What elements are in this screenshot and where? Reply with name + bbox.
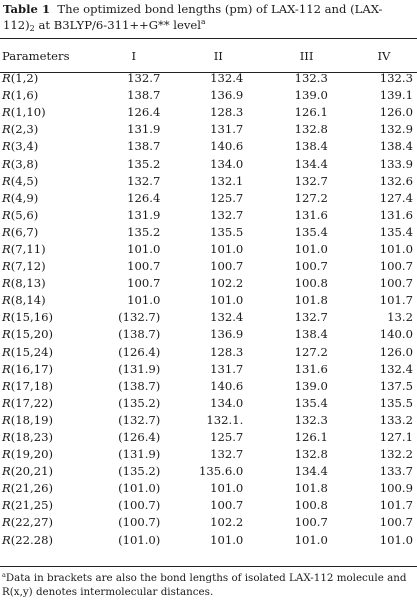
table-row	[0, 429, 417, 446]
parameter-cell	[0, 326, 93, 343]
value-cell-i: 126.4	[127, 105, 161, 120]
value-cell-ii: 100.7	[210, 498, 244, 513]
parameter-symbol: R	[2, 395, 11, 410]
parameter-index: (3,8)	[10, 156, 39, 171]
value-cell-iii: 134.4	[294, 156, 328, 171]
parameter-symbol: R	[2, 344, 11, 359]
value-cell-iv: 101.0	[379, 241, 413, 256]
value-cell-iii: 126.1	[294, 430, 328, 445]
parameter-symbol: R	[2, 259, 11, 274]
value-cell-iii: 101.0	[294, 532, 328, 547]
parameter-cell	[0, 155, 93, 172]
parameter-index: (4,5)	[10, 173, 39, 188]
parameter-symbol: R	[2, 173, 11, 188]
parameter-index: (7,12)	[10, 259, 46, 274]
table-row	[0, 155, 417, 172]
value-cell-iv: 140.0	[379, 327, 413, 342]
parameter-index: (21,25)	[10, 498, 53, 513]
parameter-symbol: R	[2, 532, 11, 547]
parameter-symbol: R	[2, 88, 11, 103]
value-cell-iii: 132.3	[294, 71, 328, 86]
table-row	[0, 326, 417, 343]
value-cell-ii: 140.6	[210, 378, 244, 393]
value-cell-iii: 101.0	[294, 241, 328, 256]
table-caption	[3, 1, 413, 33]
parameter-symbol: R	[2, 190, 11, 205]
value-cell-i: 101.0	[127, 293, 161, 308]
value-cell-i: 131.9	[127, 207, 161, 222]
value-cell-i: (101.0)	[118, 532, 161, 547]
table-row	[0, 378, 417, 395]
parameter-cell	[0, 275, 93, 292]
value-cell-iv: 133.2	[379, 412, 413, 427]
value-cell-iii: 132.8	[294, 447, 328, 462]
table-body	[0, 68, 417, 549]
value-cell-iii: 132.7	[294, 310, 328, 325]
parameter-symbol: R	[2, 139, 11, 154]
parameter-symbol: R	[2, 156, 11, 171]
parameter-index: (17,22)	[10, 395, 53, 410]
parameter-cell	[0, 138, 93, 155]
parameter-symbol: R	[2, 71, 11, 86]
value-cell-iv: 100.7	[379, 276, 413, 291]
value-cell-iii: 100.7	[294, 259, 328, 274]
parameter-index: (15,20)	[10, 327, 53, 342]
parameter-cell	[0, 497, 93, 514]
value-cell-ii: 134.0	[210, 395, 244, 410]
value-cell-i: (126.4)	[118, 344, 161, 359]
value-cell-iv: 101.7	[379, 498, 413, 513]
parameter-index: (21,26)	[10, 481, 53, 496]
parameter-index: (18,23)	[10, 430, 53, 445]
value-cell-iii: 101.8	[294, 481, 328, 496]
value-cell-ii: 132.7	[210, 447, 244, 462]
top-rule	[0, 38, 417, 39]
parameter-cell	[0, 121, 93, 138]
value-cell-ii: 101.0	[210, 532, 244, 547]
value-cell-iii: 139.0	[294, 378, 328, 393]
value-cell-iv: 133.7	[379, 464, 413, 479]
table-row	[0, 361, 417, 378]
value-cell-i: 132.7	[127, 71, 161, 86]
value-cell-iv: 132.3	[379, 71, 413, 86]
parameter-index: (1,6)	[10, 88, 39, 103]
parameter-cell	[0, 104, 93, 121]
value-cell-iv: 100.7	[379, 259, 413, 274]
value-cell-iv: 126.0	[379, 344, 413, 359]
value-cell-ii: 136.9	[210, 327, 244, 342]
parameter-symbol: R	[2, 310, 11, 325]
table-label: Table 1	[3, 2, 51, 16]
parameter-index: (1,2)	[10, 71, 39, 86]
caption-subscript: 2	[29, 24, 35, 33]
parameter-cell	[0, 344, 93, 361]
table-row	[0, 258, 417, 275]
parameter-symbol: R	[2, 464, 11, 479]
value-cell-i: (132.7)	[118, 412, 161, 427]
table-row	[0, 224, 417, 241]
parameter-cell	[0, 378, 93, 395]
value-cell-i: 132.7	[127, 173, 161, 188]
table-row	[0, 480, 417, 497]
parameter-symbol: R	[2, 122, 11, 137]
value-cell-iii: 132.8	[294, 122, 328, 137]
caption-footnote-marker: a	[201, 17, 206, 26]
parameter-index: (2,3)	[10, 122, 39, 137]
value-cell-ii: 102.2	[210, 515, 244, 530]
header-i: I	[131, 48, 137, 63]
footnote-marker: a	[2, 571, 6, 579]
value-cell-iii: 132.3	[294, 412, 328, 427]
parameter-index: (22.28)	[10, 532, 53, 547]
header-parameters: Parameters	[2, 48, 70, 63]
parameter-cell	[0, 190, 93, 207]
value-cell-ii: 132.4	[210, 71, 244, 86]
value-cell-ii: 101.0	[210, 481, 244, 496]
value-cell-i: 101.0	[127, 241, 161, 256]
value-cell-iv: 100.7	[379, 515, 413, 530]
value-cell-i: (100.7)	[118, 498, 161, 513]
parameter-index: (8,13)	[10, 276, 46, 291]
header-iv: IV	[377, 48, 391, 63]
table-row	[0, 68, 417, 87]
parameter-symbol: R	[2, 327, 11, 342]
parameter-cell	[0, 68, 93, 87]
parameter-cell	[0, 309, 93, 326]
parameter-index: (6,7)	[10, 224, 39, 239]
value-cell-iii: 135.4	[294, 224, 328, 239]
parameter-index: (5,6)	[10, 207, 39, 222]
value-cell-iv: 132.9	[379, 122, 413, 137]
header-row	[0, 44, 417, 68]
parameter-symbol: R	[2, 276, 11, 291]
parameter-symbol: R	[2, 430, 11, 445]
value-cell-ii: 134.0	[210, 156, 244, 171]
value-cell-ii: 132.7	[210, 207, 244, 222]
bottom-rule	[0, 566, 417, 567]
value-cell-i: (101.0)	[118, 481, 161, 496]
value-cell-ii: 101.0	[210, 293, 244, 308]
value-cell-i: 135.2	[127, 156, 161, 171]
value-cell-iv: 101.0	[379, 532, 413, 547]
parameter-cell	[0, 292, 93, 309]
table-row	[0, 104, 417, 121]
value-cell-iv: 132.4	[379, 361, 413, 376]
parameter-cell	[0, 258, 93, 275]
parameter-index: (22,27)	[10, 515, 53, 530]
value-cell-i: 100.7	[127, 259, 161, 274]
value-cell-i: 126.4	[127, 190, 161, 205]
parameter-index: (15,16)	[10, 310, 53, 325]
value-cell-ii: 125.7	[210, 430, 244, 445]
parameter-cell	[0, 480, 93, 497]
value-cell-ii: 125.7	[210, 190, 244, 205]
value-cell-iv: 132.6	[379, 173, 413, 188]
table-row	[0, 514, 417, 531]
value-cell-iii: 131.6	[294, 361, 328, 376]
parameter-index: (17,18)	[10, 378, 53, 393]
value-cell-iii: 100.8	[294, 276, 328, 291]
table-row	[0, 275, 417, 292]
parameter-index: (16,17)	[10, 361, 53, 376]
caption-text-2: at B3LYP/6-311++G** level	[38, 18, 201, 32]
table-row	[0, 121, 417, 138]
value-cell-iv: 101.7	[379, 293, 413, 308]
footnote-text: Data in brackets are also the bond lengths of isolated LAX-112 molecule and R(x,y) denotes intermolecular distances.	[2, 572, 407, 598]
value-cell-iv: 138.4	[379, 139, 413, 154]
parameter-cell	[0, 446, 93, 463]
parameter-cell	[0, 429, 93, 446]
value-cell-iv: 133.9	[379, 156, 413, 171]
value-cell-iii: 131.6	[294, 207, 328, 222]
parameter-index: (20,21)	[10, 464, 53, 479]
value-cell-iii: 132.7	[294, 173, 328, 188]
value-cell-ii: 132.1.	[206, 412, 244, 427]
value-cell-iii: 134.4	[294, 464, 328, 479]
parameter-cell	[0, 87, 93, 104]
parameter-cell	[0, 173, 93, 190]
value-cell-i: (132.7)	[118, 310, 161, 325]
table-row	[0, 173, 417, 190]
value-cell-ii: 102.2	[210, 276, 244, 291]
parameter-cell	[0, 412, 93, 429]
table-row	[0, 309, 417, 326]
parameter-symbol: R	[2, 105, 11, 120]
value-cell-i: (138.7)	[118, 378, 161, 393]
header-ii: II	[213, 48, 223, 63]
parameter-symbol: R	[2, 241, 11, 256]
value-cell-iii: 100.8	[294, 498, 328, 513]
table-row	[0, 292, 417, 309]
value-cell-ii: 128.3	[210, 105, 244, 120]
value-cell-iv: 131.6	[379, 207, 413, 222]
table-row	[0, 87, 417, 104]
parameter-index: (3,4)	[10, 139, 39, 154]
value-cell-i: 131.9	[127, 122, 161, 137]
parameter-symbol: R	[2, 293, 11, 308]
value-cell-ii: 135.6.0	[199, 464, 244, 479]
value-cell-i: 135.2	[127, 224, 161, 239]
parameter-index: (4,9)	[10, 190, 39, 205]
value-cell-iv: 126.0	[379, 105, 413, 120]
value-cell-iii: 100.7	[294, 515, 328, 530]
parameter-symbol: R	[2, 447, 11, 462]
parameter-symbol: R	[2, 224, 11, 239]
value-cell-iv: 127.4	[379, 190, 413, 205]
table-row	[0, 207, 417, 224]
parameter-cell	[0, 241, 93, 258]
value-cell-i: (131.9)	[118, 361, 161, 376]
parameter-symbol: R	[2, 412, 11, 427]
value-cell-iv: 135.5	[379, 395, 413, 410]
table-row	[0, 412, 417, 429]
value-cell-i: (131.9)	[118, 447, 161, 462]
parameter-cell	[0, 463, 93, 480]
value-cell-iv: 100.9	[379, 481, 413, 496]
table-row	[0, 395, 417, 412]
value-cell-i: 138.7	[127, 88, 161, 103]
value-cell-ii: 128.3	[210, 344, 244, 359]
parameter-cell	[0, 514, 93, 531]
parameter-cell	[0, 224, 93, 241]
value-cell-ii: 132.4	[210, 310, 244, 325]
value-cell-i: 138.7	[127, 139, 161, 154]
value-cell-iv: 13.2	[387, 310, 413, 325]
value-cell-i: 100.7	[127, 276, 161, 291]
value-cell-i: (138.7)	[118, 327, 161, 342]
value-cell-iii: 138.4	[294, 139, 328, 154]
value-cell-iv: 139.1	[379, 88, 413, 103]
parameter-index: (8,14)	[10, 293, 46, 308]
value-cell-iii: 139.0	[294, 88, 328, 103]
parameter-symbol: R	[2, 498, 11, 513]
value-cell-iii: 135.4	[294, 395, 328, 410]
table-footnote	[2, 571, 415, 599]
parameter-symbol: R	[2, 378, 11, 393]
table-row	[0, 190, 417, 207]
value-cell-ii: 140.6	[210, 139, 244, 154]
parameter-cell	[0, 207, 93, 224]
parameter-index: (18,19)	[10, 412, 53, 427]
parameter-index: (19,20)	[10, 447, 53, 462]
value-cell-ii: 132.1	[210, 173, 244, 188]
table-row	[0, 344, 417, 361]
value-cell-i: (135.2)	[118, 395, 161, 410]
table-row	[0, 497, 417, 514]
value-cell-ii: 135.5	[210, 224, 244, 239]
parameter-index: (1,10)	[10, 105, 46, 120]
table-row	[0, 138, 417, 155]
value-cell-iii: 126.1	[294, 105, 328, 120]
parameter-symbol: R	[2, 515, 11, 530]
caption-text: The optimized bond lengths (pm) of LAX-112 and (LAX-112)	[3, 2, 383, 32]
value-cell-iv: 137.5	[379, 378, 413, 393]
value-cell-i: (100.7)	[118, 515, 161, 530]
table-row	[0, 463, 417, 480]
parameter-cell	[0, 532, 93, 549]
parameter-cell	[0, 361, 93, 378]
value-cell-ii: 136.9	[210, 88, 244, 103]
value-cell-iv: 132.2	[379, 447, 413, 462]
parameter-index: (7,11)	[10, 241, 46, 256]
value-cell-iv: 127.1	[379, 430, 413, 445]
table-row	[0, 532, 417, 549]
table-row	[0, 241, 417, 258]
value-cell-ii: 101.0	[210, 241, 244, 256]
value-cell-i: (126.4)	[118, 430, 161, 445]
value-cell-i: (135.2)	[118, 464, 161, 479]
value-cell-iv: 135.4	[379, 224, 413, 239]
bond-length-table	[0, 44, 417, 549]
value-cell-iii: 138.4	[294, 327, 328, 342]
value-cell-iii: 101.8	[294, 293, 328, 308]
table-row	[0, 446, 417, 463]
value-cell-ii: 100.7	[210, 259, 244, 274]
value-cell-ii: 131.7	[210, 122, 244, 137]
value-cell-iii: 127.2	[294, 344, 328, 359]
header-iii: III	[299, 48, 314, 63]
parameter-symbol: R	[2, 481, 11, 496]
parameter-cell	[0, 395, 93, 412]
value-cell-ii: 131.7	[210, 361, 244, 376]
parameter-symbol: R	[2, 361, 11, 376]
parameter-symbol: R	[2, 207, 11, 222]
value-cell-iii: 127.2	[294, 190, 328, 205]
parameter-index: (15,24)	[10, 344, 53, 359]
